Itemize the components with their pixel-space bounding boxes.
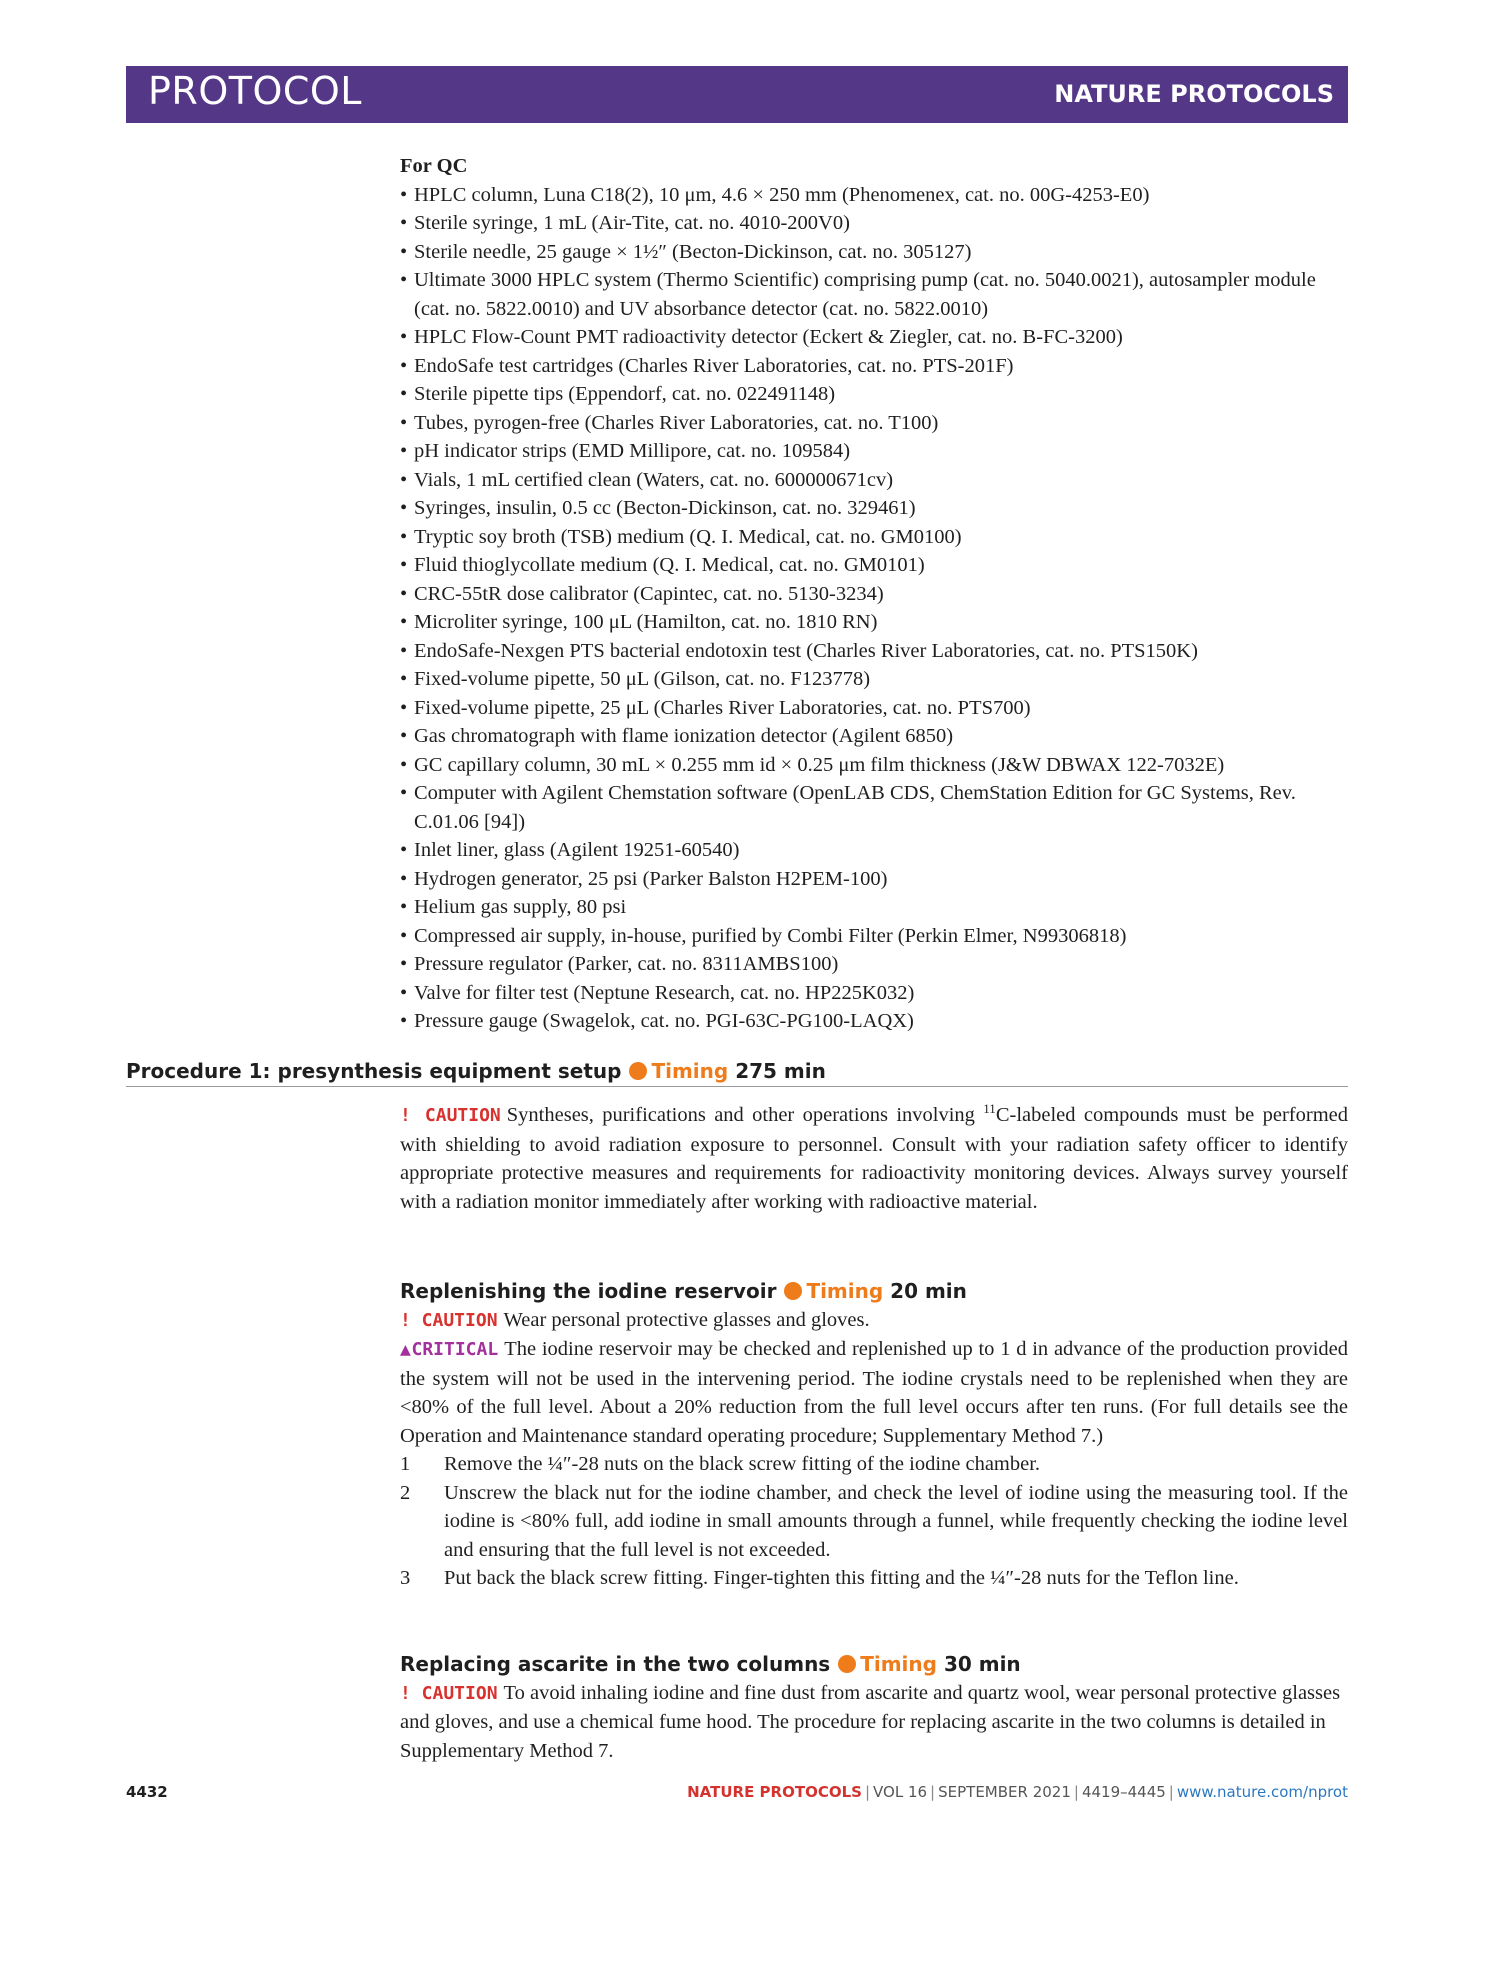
list-item: • Gas chromatograph with flame ionization detector (Agilent 6850) [400, 722, 1348, 751]
list-item: • Tubes, pyrogen-free (Charles River Laboratories, cat. no. T100) [400, 409, 1348, 438]
list-item: • Sterile pipette tips (Eppendorf, cat. no. 022491148) [400, 380, 1348, 409]
iodine-caution [400, 1306, 1348, 1336]
timing-value: 30 min [943, 1652, 1021, 1676]
list-item: • Syringes, insulin, 0.5 cc (Becton-Dickinson, cat. no. 329461) [400, 494, 1348, 523]
list-item: • HPLC column, Luna C18(2), 10 μm, 4.6 × 250 mm (Phenomenex, cat. no. 00G-4253-E0) [400, 181, 1348, 210]
footer-date: SEPTEMBER 2021 [938, 1783, 1071, 1801]
qc-equipment-list [400, 181, 1348, 1036]
timing-value: 275 min [735, 1059, 826, 1083]
list-item: • Hydrogen generator, 25 psi (Parker Balston H2PEM-100) [400, 865, 1348, 894]
step-number: 2 [400, 1481, 411, 1504]
separator: | [1073, 1783, 1079, 1801]
ascarite-section-heading [400, 1650, 1348, 1679]
qc-equipment-section [400, 152, 1348, 1036]
list-item: • Fluid thioglycollate medium (Q. I. Medical, cat. no. GM0101) [400, 551, 1348, 580]
qc-heading: For QC [400, 155, 468, 177]
list-item: • Helium gas supply, 80 psi [400, 893, 1348, 922]
footer-pages: 4419–4445 [1081, 1783, 1166, 1801]
ascarite-section [400, 1650, 1348, 1765]
procedure-step [400, 1564, 1348, 1593]
list-item: • Fixed-volume pipette, 50 μL (Gilson, cat. no. F123778) [400, 665, 1348, 694]
list-item: • Fixed-volume pipette, 25 μL (Charles River Laboratories, cat. no. PTS700) [400, 694, 1348, 723]
step-text: Put back the black screw fitting. Finger-tighten this fitting and the ¼″-28 nuts for the Teflon line. [444, 1567, 1239, 1589]
header-banner [126, 66, 1348, 123]
footer-url-link[interactable]: www.nature.com/nprot [1176, 1783, 1348, 1801]
list-item: • EndoSafe test cartridges (Charles River Laboratories, cat. no. PTS-201F) [400, 352, 1348, 381]
procedure-1-heading [126, 1059, 1348, 1087]
list-item: • Inlet liner, glass (Agilent 19251-60540) [400, 836, 1348, 865]
page-number: 4432 [126, 1783, 168, 1801]
iodine-section-heading [400, 1277, 1348, 1306]
separator: | [930, 1783, 936, 1801]
footer-citation [687, 1783, 1348, 1801]
caution-tag: ! CAUTION [400, 1309, 498, 1331]
list-item: • Tryptic soy broth (TSB) medium (Q. I. Medical, cat. no. GM0100) [400, 523, 1348, 552]
list-item: • Pressure regulator (Parker, cat. no. 8311AMBS100) [400, 950, 1348, 979]
footer-journal: NATURE PROTOCOLS [687, 1783, 862, 1801]
journal-name-header: NATURE PROTOCOLS [1054, 80, 1334, 108]
timing-value: 20 min [890, 1279, 967, 1303]
caution-text: To avoid inhaling iodine and fine dust from ascarite and quartz wool, wear personal protective glasses and gloves, and use a chemical fume hood. The procedure for replacing ascarite in the two columns is detailed in Supplementary Method 7. [400, 1681, 1341, 1762]
critical-tag: ▲CRITICAL [400, 1339, 499, 1360]
isotope-superscript: 11 [983, 1101, 996, 1117]
list-item: • HPLC Flow-Count PMT radioactivity detector (Eckert & Ziegler, cat. no. B-FC-3200) [400, 323, 1348, 352]
caution-text: Wear personal protective glasses and gloves. [503, 1308, 870, 1331]
step-number: 1 [400, 1453, 411, 1475]
list-item: • GC capillary column, 30 mL × 0.255 mm id × 0.25 μm film thickness (J&W DBWAX 122-7032E) [400, 751, 1348, 780]
timing-label: Timing [806, 1279, 884, 1303]
list-item: • Compressed air supply, in-house, purified by Combi Filter (Perkin Elmer, N99306818) [400, 922, 1348, 951]
timing-dot-icon [629, 1062, 647, 1080]
timing-dot-icon [838, 1655, 856, 1673]
list-item: • Sterile needle, 25 gauge × 1½″ (Becton-Dickinson, cat. no. 305127) [400, 238, 1348, 267]
critical-text: The iodine reservoir may be checked and replenished up to 1 d in advance of the production provided the system will not be used in the intervening period. The iodine crystals need to be replenished when they are <80% of the full level. About a 20% reduction from the full level occurs after ten runs. (For full details see the Operation and Maintenance standard operating procedure; Supplementary Method 7.) [400, 1338, 1348, 1447]
timing-dot-icon [784, 1282, 802, 1300]
section-type-label: PROTOCOL [148, 69, 362, 113]
caution-tag: ! CAUTION [400, 1682, 498, 1704]
separator: | [864, 1783, 871, 1801]
iodine-section-title: Replenishing the iodine reservoir [400, 1279, 777, 1303]
list-item: • Sterile syringe, 1 mL (Air-Tite, cat. no. 4010-200V0) [400, 209, 1348, 238]
step-number: 3 [400, 1567, 411, 1589]
timing-label: Timing [651, 1059, 729, 1083]
iodine-section [400, 1277, 1348, 1593]
list-item: • Pressure gauge (Swagelok, cat. no. PGI-63C-PG100-LAQX) [400, 1007, 1348, 1036]
iodine-steps [400, 1450, 1348, 1593]
caution-text-part: C-labeled compounds must be performed with shielding to avoid radiation exposure to personnel. Consult with your radiation safety officer to identify appropriate protective measures and requirements for radioactivity monitoring devices. Always survey yourself with a radiation monitor immediately after working with radioactive material. [400, 1104, 1348, 1213]
ascarite-caution [400, 1679, 1348, 1766]
step-text: Remove the ¼″-28 nuts on the black screw fitting of the iodine chamber. [444, 1453, 1041, 1475]
procedure-1-title: Procedure 1: presynthesis equipment setup [126, 1059, 622, 1083]
step-text: Unscrew the black nut for the iodine chamber, and check the level of iodine using the measuring tool. If the iodine is <80% full, add iodine in small amounts through a funnel, while frequently checking the iodine level and ensuring that the full level is not exceeded. [444, 1481, 1348, 1561]
procedure-step [400, 1450, 1348, 1479]
caution-text-part: Syntheses, purifications and other operations involving [506, 1104, 984, 1126]
list-item: • CRC-55tR dose calibrator (Capintec, cat. no. 5130-3234) [400, 580, 1348, 609]
list-item: • Ultimate 3000 HPLC system (Thermo Scientific) comprising pump (cat. no. 5040.0021), autosampler module (cat. no. 5822.0010) and UV absorbance detector (cat. no. 5822.0010) [400, 266, 1348, 323]
timing-label: Timing [860, 1652, 937, 1676]
iodine-critical [400, 1335, 1348, 1450]
list-item: • pH indicator strips (EMD Millipore, cat. no. 109584) [400, 437, 1348, 466]
footer-volume: VOL 16 [873, 1783, 928, 1801]
list-item: • Vials, 1 mL certified clean (Waters, cat. no. 600000671cv) [400, 466, 1348, 495]
caution-tag: ! CAUTION [400, 1105, 501, 1126]
separator: | [1168, 1783, 1174, 1801]
list-item: • Computer with Agilent Chemstation software (OpenLAB CDS, ChemStation Edition for GC Systems, Rev. C.01.06 [94]) [400, 779, 1348, 836]
procedure-step [400, 1479, 1348, 1565]
procedure-1-caution [400, 1101, 1348, 1216]
ascarite-section-title: Replacing ascarite in the two columns [400, 1652, 831, 1676]
list-item: • Microliter syringe, 100 μL (Hamilton, cat. no. 1810 RN) [400, 608, 1348, 637]
list-item: • EndoSafe-Nexgen PTS bacterial endotoxin test (Charles River Laboratories, cat. no. PTS150K) [400, 637, 1348, 666]
list-item: • Valve for filter test (Neptune Research, cat. no. HP225K032) [400, 979, 1348, 1008]
